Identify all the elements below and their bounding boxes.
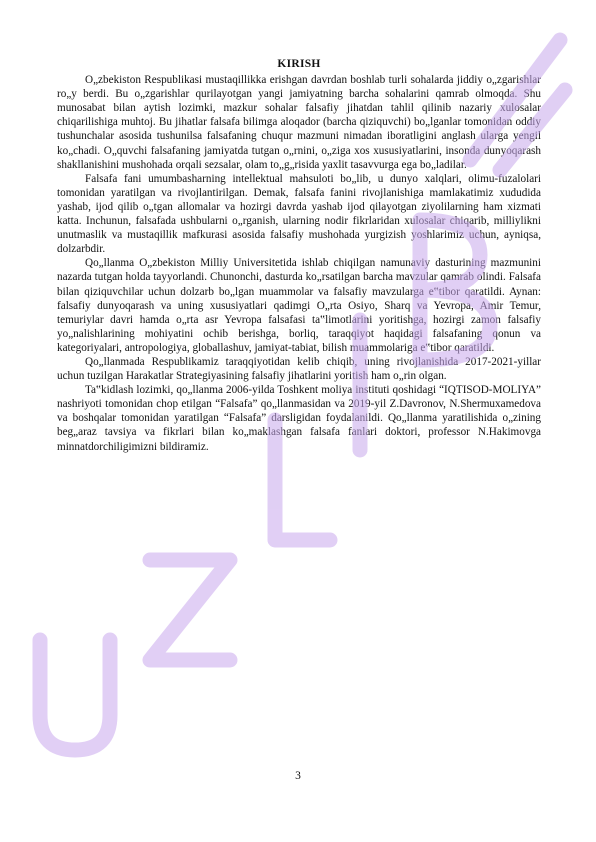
section-title: KIRISH [277, 58, 321, 70]
page-number: 3 [295, 770, 301, 782]
page-content [57, 57, 541, 454]
paragraph-3: Qo„llanma O„zbekiston Milliy Universitetida ishlab chiqilgan namunaviy dasturining mazmunini nazarda tutgan holda tayyorlandi. Chunonchi, dasturda ko„rsatilgan barcha mavzular qamrab olindi. Falsafa bilan qiziquvchilar uchun dolzarb bo„lgan muammolar va falsafiy mavzularga e‟tibor qaratildi. Aynan: falsafiy dunyoqarash va uning xususiyatlari qadimgi O„rta Osiyo, Sharq va Yevropa, Amir Temur, temuriylar davri hamda o„rta asr Yevropa falsafasi ta‟limotlarini yoritishga, hozirgi zamon falsafiy yo„nalishlarining mohiyatini ochib berishga, borliq, taraqqiyot haqidagi falsafaning qonun va kategoriyalari, antropologiya, globallashuv, jamiyat-tabiat, bilish muammolariga e‟tibor qaratildi. [57, 257, 541, 354]
paragraph-4: Qo„llanmada Respublikamiz taraqqiyotidan kelib chiqib, uning rivojlanishida 2017-2021-yillar uchun tuzilgan Harakatlar Strategiyasining falsafiy jihatlarini yoritish ham o„rin olgan. [57, 355, 541, 383]
paragraph-1: O„zbekiston Respublikasi mustaqillikka erishgan davrdan boshlab turli sohalarda jiddiy o„zgarishlar ro„y berdi. Bu o„zgarishlar qurilayotgan yangi jamiyatning barcha sohalarini qamrab olmoqda. Shu munosabat bilan aytish lozimki, mazkur sohalar falsafiy jihatdan tahlil qilinib nazariy xulosalar chiqarilishiga muhtoj. Bu jihatlar falsafa bilimga aloqador (barcha qiziquvchi) bo„lganlar tomonidan oddiy tushunchalar asosida tushunilsa falsafaning chuqur mazmuni nimadan iboratligini anglash ularga yengil ko„chadi. O„quvchi falsafaning jamiyatda tutgan o„rnini, o„ziga xos xususiyatlarini, insonda dunyoqarash shakllanishini mushohada orqali sezsalar, olam to„g„risida yaxlit tasavvurga ega bo„ladilar. [57, 74, 541, 171]
paragraph-2: Falsafa fani umumbasharning intellektual mahsuloti bo„lib, u dunyo xalqlari, olimu-fuzalolari tomonidan yaratilgan va rivojlantirilgan. Demak, falsafa fanini rivojlanishiga mamlakatimiz xududida yashab, ijod qilib o„tgan allomalar va hozirgi davrda yashab ijod qilayotgan ziyolilarning ham xizmati katta. Inchunun, falsafada ushbularni o„rganish, ularning nodir fikrlaridan xulosalar chiqarib, milliylikni unutmaslik va mustaqillik mafkurasi asosida falsafiy mushohada yurgizish yoshlarimiz uchun, ayniqsa, dolzarbdir. [57, 172, 541, 256]
paragraph-5: Ta‟kidlash lozimki, qo„llanma 2006-yilda Toshkent moliya instituti qoshidagi “IQTISOD-MOLIYA” nashriyoti tomonidan chop etilgan “Falsafa” qo„llanmasidan va 2019-yil Z.Davronov, N.Shermuxamedova va boshqalar tomonidan yaratilgan “Falsafa” darsligidan foydalanildi. Qo„llanma yaratilishida o„zining beg„araz tavsiya va fikrlari bilan ko„maklashgan falsafa fanlari doktori, professor N.Hakimovga minnatdorchiligimizni bildiramiz. [57, 384, 541, 453]
